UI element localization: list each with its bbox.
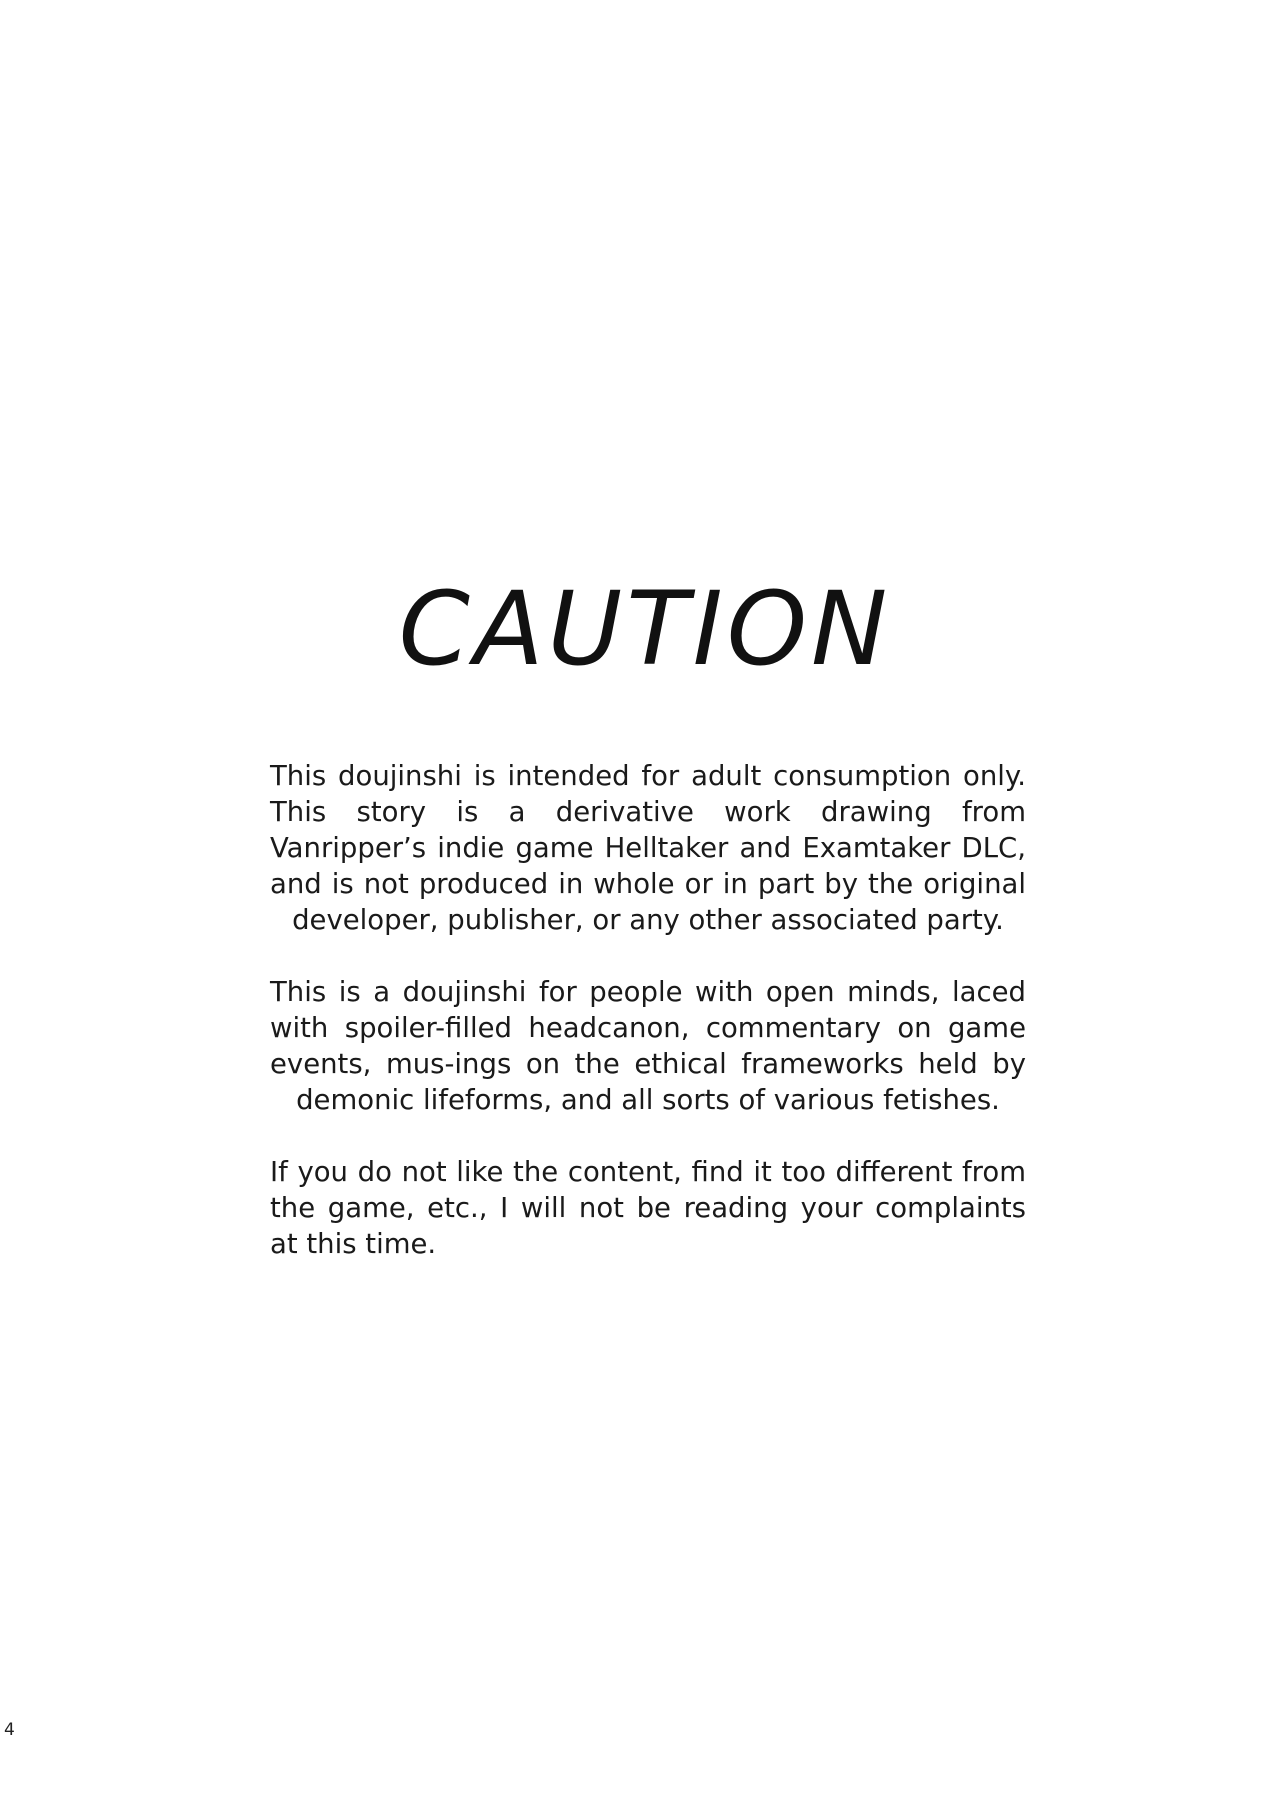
paragraph-complaints-notice: If you do not like the content, find it too different from the game, etc., I will not be reading your complaints at this time.: [270, 1156, 1026, 1260]
caution-title: CAUTION: [398, 570, 892, 689]
caution-body: [270, 758, 1026, 1298]
paragraph-content-notice: This is a doujinshi for people with open minds, laced with spoiler-filled headcanon, commentary on game events, mus-ings on the ethical frameworks held by demonic lifeforms, and all sorts of various fetishes.: [270, 976, 1026, 1116]
page-number: 4: [4, 1720, 15, 1740]
paragraph-adult-notice: This doujinshi is intended for adult consumption only. This story is a derivative work drawing from Vanripper’s indie game Helltaker and Examtaker DLC, and is not produced in whole or in part by the original developer, publisher, or any other associated party.: [270, 760, 1026, 936]
